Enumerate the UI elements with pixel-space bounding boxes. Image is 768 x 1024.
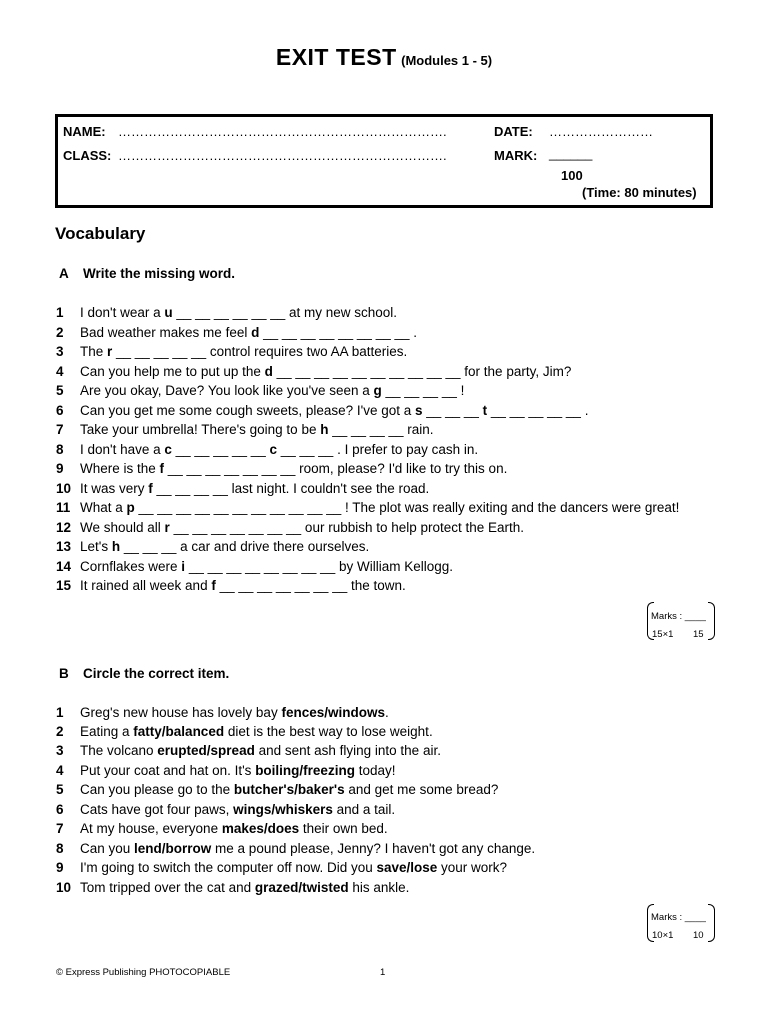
choice[interactable]: boiling/freezing <box>255 763 355 778</box>
choice[interactable]: butcher's/baker's <box>233 782 345 797</box>
list-item: 3 The r __ __ __ __ __ control requires two AA batteries. <box>56 344 408 359</box>
marks-total: 15 <box>693 629 704 640</box>
test-subtitle: (Modules 1 - 5) <box>401 53 493 68</box>
marks-box-a <box>647 602 715 640</box>
test-title: EXIT TEST <box>275 44 397 70</box>
task-instruction: Circle the correct item. <box>83 666 230 681</box>
page-title <box>0 44 768 71</box>
section-title: Vocabulary <box>55 224 146 243</box>
student-info-box <box>55 114 713 208</box>
marks-calc: 10×1 <box>652 930 674 941</box>
footer-copyright: © Express Publishing PHOTOCOPIABLE <box>56 967 231 978</box>
page-number: 1 <box>380 967 386 978</box>
list-item: 12 We should all r __ __ __ __ __ __ __ our rubbish to help protect the Earth. <box>56 520 525 535</box>
list-item: 6 Can you get me some cough sweets, please? I've got a s __ __ __ t __ __ __ __ __ . <box>56 403 589 418</box>
list-item: 3 The volcano erupted/spread and sent ash flying into the air. <box>56 743 441 758</box>
list-item: 7 At my house, everyone makes/does their own bed. <box>56 821 388 836</box>
class-label: CLASS: <box>63 148 112 163</box>
choice[interactable]: grazed/twisted <box>254 880 349 895</box>
name-field[interactable]: …………………………………………………………………. <box>118 124 447 139</box>
list-item: 5 Are you okay, Dave? You look like you've seen a g __ __ __ __ ! <box>56 383 465 398</box>
date-field[interactable]: …………………… <box>549 124 653 139</box>
list-item: 5 Can you please go to the butcher's/baker's and get me some bread? <box>56 782 499 797</box>
marks-label[interactable]: Marks : ____ <box>651 912 706 923</box>
task-letter: B <box>59 666 69 681</box>
list-item: 10 It was very f __ __ __ __ last night. I couldn't see the road. <box>56 481 430 496</box>
list-item: 1 Greg's new house has lovely bay fences/windows. <box>56 705 389 720</box>
date-label: DATE: <box>494 124 533 139</box>
name-label: NAME: <box>63 124 106 139</box>
marks-calc: 15×1 <box>652 629 674 640</box>
list-item: 4 Can you help me to put up the d __ __ __ __ __ __ __ __ __ __ for the party, Jim? <box>56 364 572 379</box>
list-item: 6 Cats have got four paws, wings/whiskers and a tail. <box>56 802 396 817</box>
list-item: 15 It rained all week and f __ __ __ __ __ __ __ the town. <box>56 578 406 593</box>
list-item: 1 I don't wear a u __ __ __ __ __ __ at my new school. <box>56 305 398 320</box>
list-item: 8 I don't have a c __ __ __ __ __ c __ __ __ . I prefer to pay cash in. <box>56 442 479 457</box>
list-item: 13 Let's h __ __ __ a car and drive there ourselves. <box>56 539 370 554</box>
task-letter: A <box>59 266 69 281</box>
marks-label[interactable]: Marks : ____ <box>651 611 706 622</box>
task-instruction: Write the missing word. <box>83 266 236 281</box>
marks-box-b <box>647 904 715 942</box>
choice[interactable]: fences/windows <box>281 705 385 720</box>
choice[interactable]: fatty/balanced <box>133 724 225 739</box>
task-a-heading <box>59 266 235 281</box>
marks-total: 10 <box>693 930 704 941</box>
mark-total: 100 <box>561 168 583 183</box>
list-item: 4 Put your coat and hat on. It's boiling/freezing today! <box>56 763 396 778</box>
list-item: 10 Tom tripped over the cat and grazed/twisted his ankle. <box>56 880 410 895</box>
list-item: 9 I'm going to switch the computer off now. Did you save/lose your work? <box>56 860 508 875</box>
choice[interactable]: save/lose <box>376 860 438 875</box>
time-limit: (Time: 80 minutes) <box>582 185 697 200</box>
task-b-heading <box>59 666 229 681</box>
list-item: 2 Eating a fatty/balanced diet is the best way to lose weight. <box>56 724 433 739</box>
choice[interactable]: lend/borrow <box>134 841 212 856</box>
mark-label: MARK: <box>494 148 538 163</box>
list-item: 8 Can you lend/borrow me a pound please, Jenny? I haven't got any change. <box>56 841 536 856</box>
list-item: 14 Cornflakes were i __ __ __ __ __ __ __ __ by William Kellogg. <box>56 559 453 574</box>
choice[interactable]: erupted/spread <box>157 743 255 758</box>
list-item: 11 What a p __ __ __ __ __ __ __ __ __ __ __ ! The plot was really exiting and the dancers were great! <box>56 500 680 515</box>
class-field[interactable]: …………………………………………………………………. <box>118 148 447 163</box>
list-item: 7 Take your umbrella! There's going to be h __ __ __ __ rain. <box>56 422 434 437</box>
choice[interactable]: makes/does <box>221 821 300 836</box>
mark-field[interactable]: ______ <box>549 146 593 161</box>
list-item: 2 Bad weather makes me feel d __ __ __ __ __ __ __ __ . <box>56 325 417 340</box>
choice[interactable]: wings/whiskers <box>233 802 333 817</box>
list-item: 9 Where is the f __ __ __ __ __ __ __ room, please? I'd like to try this on. <box>56 461 508 476</box>
